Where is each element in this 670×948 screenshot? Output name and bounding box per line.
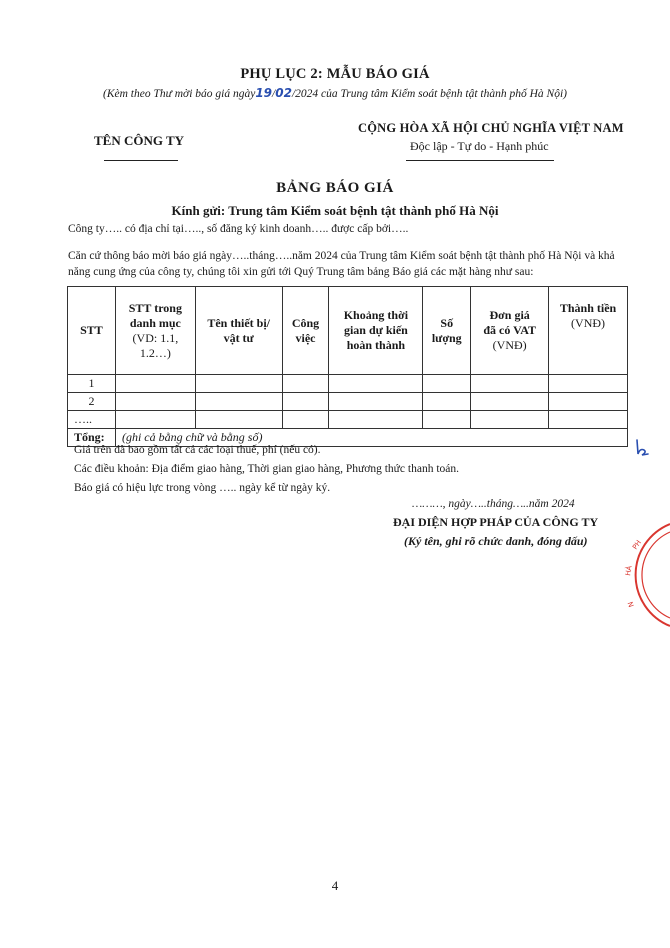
company-name: TÊN CÔNG TY <box>94 133 185 148</box>
recipient-line: Kính gửi: Trung tâm Kiểm soát bệnh tật thành phố Hà Nội <box>171 203 499 218</box>
motto-underline <box>406 160 554 161</box>
company-info-line: Công ty….. có địa chỉ tại….., số đăng ký kinh doanh….. được cấp bởi….. <box>68 223 409 235</box>
handwritten-month: 02 <box>275 86 292 100</box>
total-label: Tổng: <box>68 429 116 447</box>
header-device: Tên thiết bị/ vật tư <box>195 287 282 375</box>
national-motto: Độc lập - Tự do - Hạnh phúc <box>410 139 549 153</box>
intro-paragraph: Căn cứ thông báo mời báo giá ngày…..tháng…..năm 2024 của Trung tâm Kiểm soát bệnh tật thành phố Hà Nội và khả năng cung ứng của công ty, chúng tôi xin gửi tới Quý Trung tâm bảng Báo giá các mặt hàng như sau: <box>68 250 615 278</box>
svg-text:PH: PH <box>631 538 644 552</box>
svg-text:HÀ: HÀ <box>624 565 634 577</box>
total-note: (ghi cả bằng chữ và bằng số) <box>115 429 627 447</box>
header-quantity: Số lượng <box>423 287 471 375</box>
table-row: ….. <box>68 411 628 429</box>
note-terms: Các điều khoản: Địa điểm giao hàng, Thời gian giao hàng, Phương thức thanh toán. <box>74 463 459 475</box>
subtitle-slash: / <box>272 88 276 100</box>
note-validity: Báo giá có hiệu lực trong vòng ….. ngày kể từ ngày ký. <box>74 482 331 494</box>
handwritten-day: 19 <box>255 86 273 100</box>
svg-text:N: N <box>626 600 636 609</box>
table-row: 1 <box>68 375 628 393</box>
header-stt: STT <box>68 287 116 375</box>
header-work: Công việc <box>282 287 329 375</box>
signature-instruction: (Ký tên, ghi rõ chức danh, đóng dấu) <box>404 534 588 548</box>
subtitle-suffix: /2024 của Trung tâm Kiểm soát bệnh tật thành phố Hà Nội) <box>291 88 567 100</box>
header-stt-category: STT trong danh mục (VD: 1.1, 1.2…) <box>115 287 195 375</box>
table-header-row <box>68 287 628 375</box>
header-completion-time: Khoảng thời gian dự kiến hoàn thành <box>329 287 423 375</box>
appendix-subtitle <box>0 86 670 100</box>
table-row: 2 <box>68 393 628 411</box>
red-stamp-icon <box>610 520 670 630</box>
note-taxes: Giá trên đã bao gồm tất cả các loại thuế, phí (nếu có). <box>74 444 321 456</box>
quote-table <box>67 286 628 447</box>
document-title: BẢNG BÁO GIÁ <box>276 180 394 196</box>
legal-representative-title: ĐẠI DIỆN HỢP PHÁP CỦA CÔNG TY <box>393 515 599 529</box>
handwritten-mark-icon <box>632 438 652 458</box>
subtitle-prefix: (Kèm theo Thư mời báo giá ngày <box>103 88 256 100</box>
header-amount: Thành tiền (VNĐ) <box>549 287 628 375</box>
appendix-title: PHỤ LỤC 2: MẪU BÁO GIÁ <box>240 66 430 82</box>
header-unit-price: Đơn giá đã có VAT (VNĐ) <box>471 287 549 375</box>
signature-date-line: ………, ngày…..tháng…..năm 2024 <box>412 498 575 510</box>
page-number: 4 <box>331 878 339 893</box>
company-underline <box>104 160 178 161</box>
republic-heading: CỘNG HÒA XÃ HỘI CHỦ NGHĨA VIỆT NAM <box>358 121 624 135</box>
